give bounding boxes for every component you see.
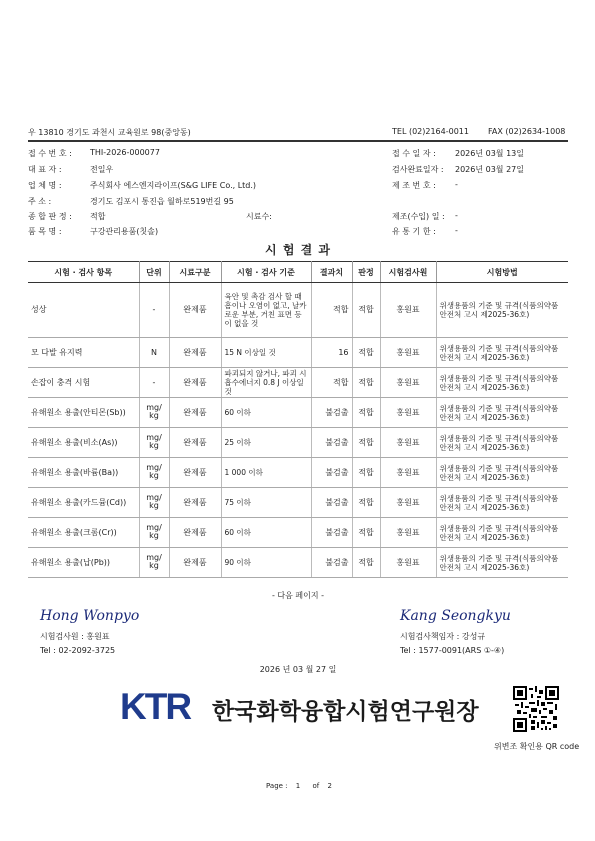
- result-unit: [139, 488, 169, 518]
- mfg-no-label: 제 조 번 호 :: [392, 181, 436, 190]
- page-label: Page :: [266, 782, 288, 790]
- client-address: 경기도 김포시 통진읍 월하로519번길 95: [90, 197, 234, 206]
- result-inspector: 홍원표: [380, 283, 436, 338]
- col-header-result: 결과치: [311, 262, 352, 283]
- result-method: [436, 338, 568, 368]
- result-unit-text: mg/ kg: [146, 463, 162, 480]
- table-row: [28, 283, 568, 338]
- judgment-label: 종 합 판 정 :: [28, 212, 72, 221]
- result-inspector: 홍원표: [380, 548, 436, 578]
- result-criterion-text: 1 000 이하: [224, 468, 263, 477]
- info-row-product: [28, 226, 568, 239]
- result-value: 불검출: [311, 458, 352, 488]
- result-method: [436, 548, 568, 578]
- result-judgment: 적합: [352, 458, 380, 488]
- table-row: [28, 488, 568, 518]
- manager-role: 시험검사책임자 : 강성규: [400, 632, 486, 641]
- result-method: [436, 283, 568, 338]
- result-unit-text: mg/ kg: [146, 433, 162, 450]
- result-unit: -: [139, 283, 169, 338]
- result-inspector: 홍원표: [380, 338, 436, 368]
- result-unit: N: [139, 338, 169, 368]
- result-sample: 완제품: [169, 488, 221, 518]
- result-judgment: 적합: [352, 488, 380, 518]
- result-method: [436, 488, 568, 518]
- mfg-date-label: 제조(수입) 일 :: [392, 212, 445, 221]
- result-unit: [139, 428, 169, 458]
- result-method: [436, 458, 568, 488]
- result-method: [436, 518, 568, 548]
- result-method-text: 위생용품의 기준 및 규격(식품의약품안전처 고시 제2025-36호): [439, 343, 559, 362]
- result-item: 모 다발 유지력: [28, 338, 139, 368]
- sample-qty-label: 시료수:: [246, 212, 272, 221]
- results-header-row: [28, 262, 568, 283]
- page-total: 2: [327, 782, 332, 790]
- table-row: [28, 338, 568, 368]
- inspector-role: 시험검사원 : 홍원표: [40, 632, 110, 641]
- result-criterion: [221, 283, 311, 338]
- result-inspector: 홍원표: [380, 488, 436, 518]
- result-judgment: 적합: [352, 548, 380, 578]
- result-criterion: [221, 338, 311, 368]
- result-value: 불검출: [311, 428, 352, 458]
- info-row-address: [28, 196, 568, 209]
- result-unit: [139, 548, 169, 578]
- col-header-sample: 시료구분: [169, 262, 221, 283]
- result-item: 유해원소 용출(비소(As)): [28, 428, 139, 458]
- results-title: 시 험 결 과: [265, 243, 331, 257]
- col-header-judgment: 판정: [352, 262, 380, 283]
- result-item: 유해원소 용출(안티몬(Sb)): [28, 398, 139, 428]
- result-judgment: 적합: [352, 283, 380, 338]
- result-sample: 완제품: [169, 548, 221, 578]
- result-method: [436, 398, 568, 428]
- table-row: [28, 398, 568, 428]
- company-label: 업 체 명 :: [28, 181, 62, 190]
- manager-tel: Tel : 1577-0091(ARS ①-④): [400, 646, 505, 655]
- result-value: 적합: [311, 283, 352, 338]
- result-criterion: [221, 488, 311, 518]
- result-value: 불검출: [311, 518, 352, 548]
- result-sample: 완제품: [169, 283, 221, 338]
- result-inspector: 홍원표: [380, 368, 436, 398]
- result-criterion: [221, 428, 311, 458]
- rep-name: 전일우: [90, 165, 114, 174]
- result-criterion-text: 파괴되지 않거나, 파괴 시 흡수에너지 0.8 J 이상일 것: [224, 369, 307, 396]
- result-inspector: 홍원표: [380, 398, 436, 428]
- result-method-text: 위생용품의 기준 및 규격(식품의약품안전처 고시 제2025-36호): [439, 433, 559, 452]
- result-method-text: 위생용품의 기준 및 규격(식품의약품안전처 고시 제2025-36호): [439, 493, 559, 512]
- result-judgment: 적합: [352, 338, 380, 368]
- result-item: 유해원소 용출(카드뮴(Cd)): [28, 488, 139, 518]
- result-value: 불검출: [311, 398, 352, 428]
- result-value: 적합: [311, 368, 352, 398]
- result-item: 유해원소 용출(바륨(Ba)): [28, 458, 139, 488]
- result-sample: 완제품: [169, 428, 221, 458]
- table-row: [28, 548, 568, 578]
- col-header-inspector: 시험검사원: [380, 262, 436, 283]
- result-sample: 완제품: [169, 398, 221, 428]
- expiry-label: 유 통 기 한 :: [392, 227, 436, 236]
- table-row: [28, 428, 568, 458]
- lab-tel: TEL (02)2164-0011: [392, 127, 469, 136]
- ktr-logo: [120, 688, 210, 724]
- rep-label: 대 표 자 :: [28, 165, 62, 174]
- result-unit-text: mg/ kg: [146, 523, 162, 540]
- result-unit-text: mg/ kg: [146, 493, 162, 510]
- results-body: [28, 283, 568, 578]
- result-item: 유해원소 용출(납(Pb)): [28, 548, 139, 578]
- result-criterion-text: 60 이하: [224, 528, 251, 537]
- col-header-unit: 단위: [139, 262, 169, 283]
- col-header-method: 시험방법: [436, 262, 568, 283]
- result-item: 손잡이 충격 시험: [28, 368, 139, 398]
- issue-date: 2026 년 03 월 27 일: [259, 665, 337, 674]
- result-sample: 완제품: [169, 458, 221, 488]
- mfg-no: -: [455, 180, 458, 189]
- qr-caption: 위변조 확인용 QR code: [494, 742, 580, 751]
- info-row-receipt: [28, 148, 568, 161]
- result-judgment: 적합: [352, 368, 380, 398]
- result-method-text: 위생용품의 기준 및 규격(식품의약품안전처 고시 제2025-36호): [439, 553, 559, 572]
- result-sample: 완제품: [169, 338, 221, 368]
- ktr-logo-text: KTR: [120, 688, 191, 724]
- mfg-date: -: [455, 211, 458, 220]
- info-row-judgment: [28, 211, 568, 224]
- inspector-signature: Hong Wonpyo: [40, 608, 140, 624]
- result-criterion: [221, 518, 311, 548]
- result-criterion-text: 90 이하: [224, 558, 251, 567]
- inspector-tel: Tel : 02-2092-3725: [40, 646, 116, 655]
- result-judgment: 적합: [352, 518, 380, 548]
- result-criterion: [221, 368, 311, 398]
- lab-fax: FAX (02)2634-1008: [488, 127, 566, 136]
- result-unit-text: mg/ kg: [146, 553, 162, 570]
- complete-date: 2026년 03월 27일: [455, 165, 524, 174]
- results-table: [28, 261, 568, 578]
- result-sample: 완제품: [169, 518, 221, 548]
- col-header-criterion: 시험 · 검사 기준: [221, 262, 311, 283]
- result-method: [436, 428, 568, 458]
- result-judgment: 적합: [352, 428, 380, 458]
- table-row: [28, 368, 568, 398]
- result-judgment: 적합: [352, 398, 380, 428]
- result-unit: [139, 458, 169, 488]
- company-name: 주식회사 에스엔지라이프(S&G LIFE Co., Ltd.): [90, 181, 257, 190]
- header-divider: [28, 140, 568, 142]
- result-criterion-text: 25 이하: [224, 438, 251, 447]
- result-criterion-text: 60 이하: [224, 408, 251, 417]
- manager-signature: Kang Seongkyu: [400, 608, 511, 624]
- result-criterion: [221, 458, 311, 488]
- result-method-text: 위생용품의 기준 및 규격(식품의약품안전처 고시 제2025-36호): [439, 463, 559, 482]
- result-inspector: 홍원표: [380, 458, 436, 488]
- ktr-logo-icon: [120, 688, 210, 724]
- result-sample: 완제품: [169, 368, 221, 398]
- lab-address: 우 13810 경기도 과천시 교육원로 98(중앙동): [28, 128, 191, 137]
- result-item: 성상: [28, 283, 139, 338]
- result-criterion: [221, 548, 311, 578]
- result-inspector: 홍원표: [380, 518, 436, 548]
- result-value: 불검출: [311, 488, 352, 518]
- result-unit: -: [139, 368, 169, 398]
- result-criterion-text: 75 이하: [224, 498, 251, 507]
- result-value: 불검출: [311, 548, 352, 578]
- receipt-date: 2026년 03월 13일: [455, 149, 524, 158]
- page-of-label: of: [312, 782, 320, 790]
- receipt-date-label: 접 수 일 자 :: [392, 149, 436, 158]
- info-row-rep: [28, 164, 568, 177]
- result-criterion-text: 육안 및 촉감 검사 할 때 흠이나 오염이 없고, 날카로운 부분, 거친 표면 등이 없을 것: [224, 292, 307, 328]
- result-method-text: 위생용품의 기준 및 규격(식품의약품안전처 고시 제2025-36호): [439, 523, 559, 542]
- qr-code-icon: [513, 686, 559, 732]
- result-method: [436, 368, 568, 398]
- receipt-no-label: 접 수 번 호 :: [28, 149, 72, 158]
- result-inspector: 홍원표: [380, 428, 436, 458]
- result-value: 16: [311, 338, 352, 368]
- result-unit: [139, 398, 169, 428]
- complete-date-label: 검사완료일자 :: [392, 165, 444, 174]
- result-method-text: 위생용품의 기준 및 규격(식품의약품안전처 고시 제2025-36호): [439, 301, 559, 319]
- result-method-text: 위생용품의 기준 및 규격(식품의약품안전처 고시 제2025-36호): [439, 403, 559, 422]
- receipt-no: THI-2026-000077: [90, 148, 160, 157]
- page-number: 1: [295, 782, 301, 790]
- result-criterion: [221, 398, 311, 428]
- result-criterion-text: 15 N 이상일 것: [224, 348, 276, 357]
- table-row: [28, 458, 568, 488]
- overall-judgment: 적합: [90, 212, 106, 221]
- page-indicator: [266, 782, 332, 790]
- result-item: 유해원소 용출(크롬(Cr)): [28, 518, 139, 548]
- next-page-note: - 다음 페이지 -: [271, 591, 325, 600]
- table-row: [28, 518, 568, 548]
- address-label: 주 소 :: [28, 197, 52, 206]
- result-unit-text: mg/ kg: [146, 403, 162, 420]
- col-header-item: 시험 · 검사 항목: [28, 262, 139, 283]
- product-label: 품 목 명 :: [28, 227, 62, 236]
- result-method-text: 위생용품의 기준 및 규격(식품의약품안전처 고시 제2025-36호): [439, 373, 559, 392]
- expiry: -: [455, 226, 458, 235]
- info-row-company: [28, 180, 568, 193]
- product-name: 구강관리용품(칫솔): [90, 227, 159, 236]
- result-unit: [139, 518, 169, 548]
- institute-name: 한국화학융합시험연구원장: [212, 699, 479, 725]
